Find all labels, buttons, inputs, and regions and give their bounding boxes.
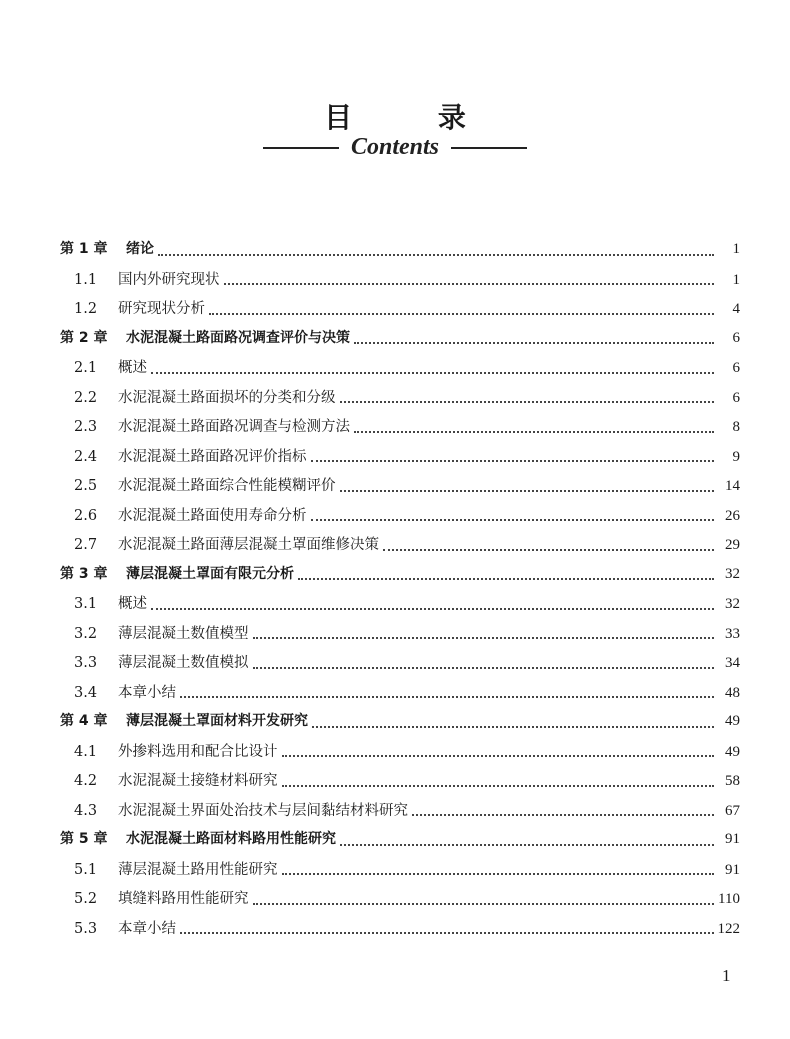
toc-section-entry[interactable]	[60, 445, 740, 475]
toc-entry-number: 4.1	[74, 743, 98, 760]
toc-leader-dots	[340, 844, 714, 846]
toc-section-entry[interactable]	[60, 297, 740, 327]
toc-section-entry[interactable]	[60, 917, 740, 947]
toc-section-entry[interactable]	[60, 740, 740, 770]
toc-entry-number: 2.5	[74, 478, 98, 494]
toc-entry-title: 外掺料选用和配合比设计	[118, 743, 278, 760]
page-title: 目 录	[324, 101, 504, 134]
toc-entry-number: 5.3	[74, 920, 98, 937]
subtitle-rule-left	[263, 147, 339, 149]
toc-leader-dots	[253, 667, 715, 669]
toc-entry-title: 水泥混凝土路面使用寿命分析	[118, 507, 307, 524]
toc-section-entry[interactable]	[60, 681, 740, 711]
toc-chapter-entry[interactable]	[60, 563, 740, 593]
toc-leader-dots	[180, 932, 714, 934]
toc-entry-title: 薄层混凝土罩面有限元分析	[126, 565, 294, 582]
toc-entry-title: 国内外研究现状	[118, 271, 220, 288]
toc-leader-dots	[180, 696, 714, 698]
toc-entry-page: 8	[732, 419, 740, 435]
toc-entry-page: 49	[725, 743, 740, 760]
toc-entry-title: 填缝料路用性能研究	[118, 891, 249, 907]
toc-entry-title: 水泥混凝土接缝材料研究	[118, 773, 278, 789]
toc-entry-number: 第 2 章	[60, 329, 108, 346]
toc-entry-title: 本章小结	[118, 920, 176, 937]
toc-entry-title: 薄层混凝土罩面材料开发研究	[126, 713, 308, 729]
toc-entry-title: 绪论	[126, 241, 154, 257]
toc-entry-number: 第 3 章	[60, 565, 108, 582]
toc-entry-title: 本章小结	[118, 684, 176, 701]
toc-entry-page: 26	[725, 507, 740, 524]
toc-entry-page: 32	[725, 565, 740, 582]
toc-section-entry[interactable]	[60, 504, 740, 534]
toc-section-entry[interactable]	[60, 858, 740, 888]
toc-entry-page: 48	[725, 684, 740, 701]
toc-section-entry[interactable]	[60, 769, 740, 799]
toc-leader-dots	[151, 372, 714, 374]
toc-entry-number: 2.2	[74, 389, 98, 406]
toc-leader-dots	[282, 873, 715, 875]
toc-entry-number: 1.1	[74, 271, 98, 288]
toc-entry-title: 水泥混凝土路面路况调查与检测方法	[118, 419, 350, 435]
toc-chapter-entry[interactable]	[60, 238, 740, 268]
toc-section-entry[interactable]	[60, 474, 740, 504]
toc-entry-title: 水泥混凝土路面损坏的分类和分级	[118, 389, 336, 406]
toc-entry-number: 3.3	[74, 655, 98, 671]
toc-entry-page: 110	[718, 891, 740, 907]
toc-entry-number: 4.2	[74, 773, 98, 789]
toc-section-entry[interactable]	[60, 799, 740, 829]
toc-leader-dots	[253, 903, 715, 905]
toc-entry-number: 1.2	[74, 301, 98, 317]
toc-leader-dots	[224, 283, 715, 285]
toc-entry-title: 薄层混凝土数值模型	[118, 625, 249, 642]
toc-section-entry[interactable]	[60, 415, 740, 445]
toc-section-entry[interactable]	[60, 533, 740, 563]
toc-entry-number: 第 4 章	[60, 713, 108, 729]
toc-entry-title: 水泥混凝土路面材料路用性能研究	[126, 831, 336, 847]
toc-entry-title: 概述	[118, 596, 147, 612]
toc-entry-page: 1	[732, 241, 740, 257]
toc-leader-dots	[412, 814, 714, 816]
toc-leader-dots	[340, 401, 715, 403]
toc-entry-page: 6	[732, 360, 740, 376]
subtitle-rule-right	[451, 147, 527, 149]
toc-entry-page: 6	[732, 389, 740, 406]
toc-entry-number: 4.3	[74, 802, 98, 819]
toc-section-entry[interactable]	[60, 622, 740, 652]
toc-entry-title: 水泥混凝土界面处治技术与层间黏结材料研究	[118, 802, 408, 819]
toc-entry-page: 14	[725, 478, 740, 494]
toc-entry-page: 49	[725, 713, 740, 729]
toc-entry-number: 第 5 章	[60, 831, 108, 847]
toc-leader-dots	[282, 755, 715, 757]
toc-chapter-entry[interactable]	[60, 327, 740, 357]
toc-entry-page: 32	[725, 596, 740, 612]
toc-entry-page: 33	[725, 625, 740, 642]
toc-leader-dots	[383, 549, 714, 551]
toc-leader-dots	[282, 785, 715, 787]
toc-leader-dots	[312, 726, 714, 728]
toc-entry-page: 6	[732, 329, 740, 346]
toc-entry-number: 3.2	[74, 625, 98, 642]
toc-entry-title: 薄层混凝土数值模拟	[118, 655, 249, 671]
toc-leader-dots	[209, 313, 714, 315]
toc-entry-page: 91	[725, 831, 740, 847]
toc-leader-dots	[354, 431, 714, 433]
toc-entry-number: 5.2	[74, 891, 98, 907]
toc-entry-number: 3.1	[74, 596, 98, 612]
toc-section-entry[interactable]	[60, 356, 740, 386]
toc-leader-dots	[311, 460, 715, 462]
toc-entry-page: 58	[725, 773, 740, 789]
toc-entry-page: 29	[725, 537, 740, 553]
toc-entry-title: 水泥混凝土路面综合性能模糊评价	[118, 478, 336, 494]
toc-entry-page: 9	[732, 448, 740, 465]
toc-entry-page: 1	[732, 271, 740, 288]
toc-section-entry[interactable]	[60, 651, 740, 681]
toc-entry-page: 34	[725, 655, 740, 671]
toc-entry-number: 2.4	[74, 448, 98, 465]
toc-entry-title: 水泥混凝土路面路况调查评价与决策	[126, 329, 350, 346]
toc-chapter-entry[interactable]	[60, 710, 740, 740]
toc-leader-dots	[158, 254, 714, 256]
toc-leader-dots	[354, 342, 714, 344]
subtitle-row	[0, 134, 790, 161]
toc-entry-number: 2.3	[74, 419, 98, 435]
toc-entry-number: 5.1	[74, 861, 98, 878]
toc-entry-title: 水泥混凝土路面薄层混凝土罩面维修决策	[118, 537, 379, 553]
toc-entry-page: 91	[725, 861, 740, 878]
toc-section-entry[interactable]	[60, 268, 740, 298]
toc-entry-number: 2.6	[74, 507, 98, 524]
toc-entry-title: 概述	[118, 360, 147, 376]
page-subtitle: Contents	[350, 134, 440, 160]
toc-section-entry[interactable]	[60, 887, 740, 917]
toc-leader-dots	[253, 637, 715, 639]
toc-leader-dots	[151, 608, 714, 610]
toc-chapter-entry[interactable]	[60, 828, 740, 858]
toc-entry-title: 水泥混凝土路面路况评价指标	[118, 448, 307, 465]
toc-entry-number: 3.4	[74, 684, 98, 701]
toc-leader-dots	[298, 578, 714, 580]
toc-entry-title: 研究现状分析	[118, 301, 205, 317]
toc-entry-page: 67	[725, 802, 740, 819]
toc-leader-dots	[311, 519, 715, 521]
toc-leader-dots	[340, 490, 715, 492]
toc-section-entry[interactable]	[60, 386, 740, 416]
toc-entry-page: 122	[717, 920, 740, 937]
page-folio: 1	[722, 966, 731, 985]
table-of-contents	[60, 238, 740, 946]
toc-entry-title: 薄层混凝土路用性能研究	[118, 861, 278, 878]
toc-entry-number: 第 1 章	[60, 241, 108, 257]
toc-entry-page: 4	[732, 301, 740, 317]
toc-entry-number: 2.7	[74, 537, 98, 553]
toc-entry-number: 2.1	[74, 360, 98, 376]
toc-section-entry[interactable]	[60, 592, 740, 622]
